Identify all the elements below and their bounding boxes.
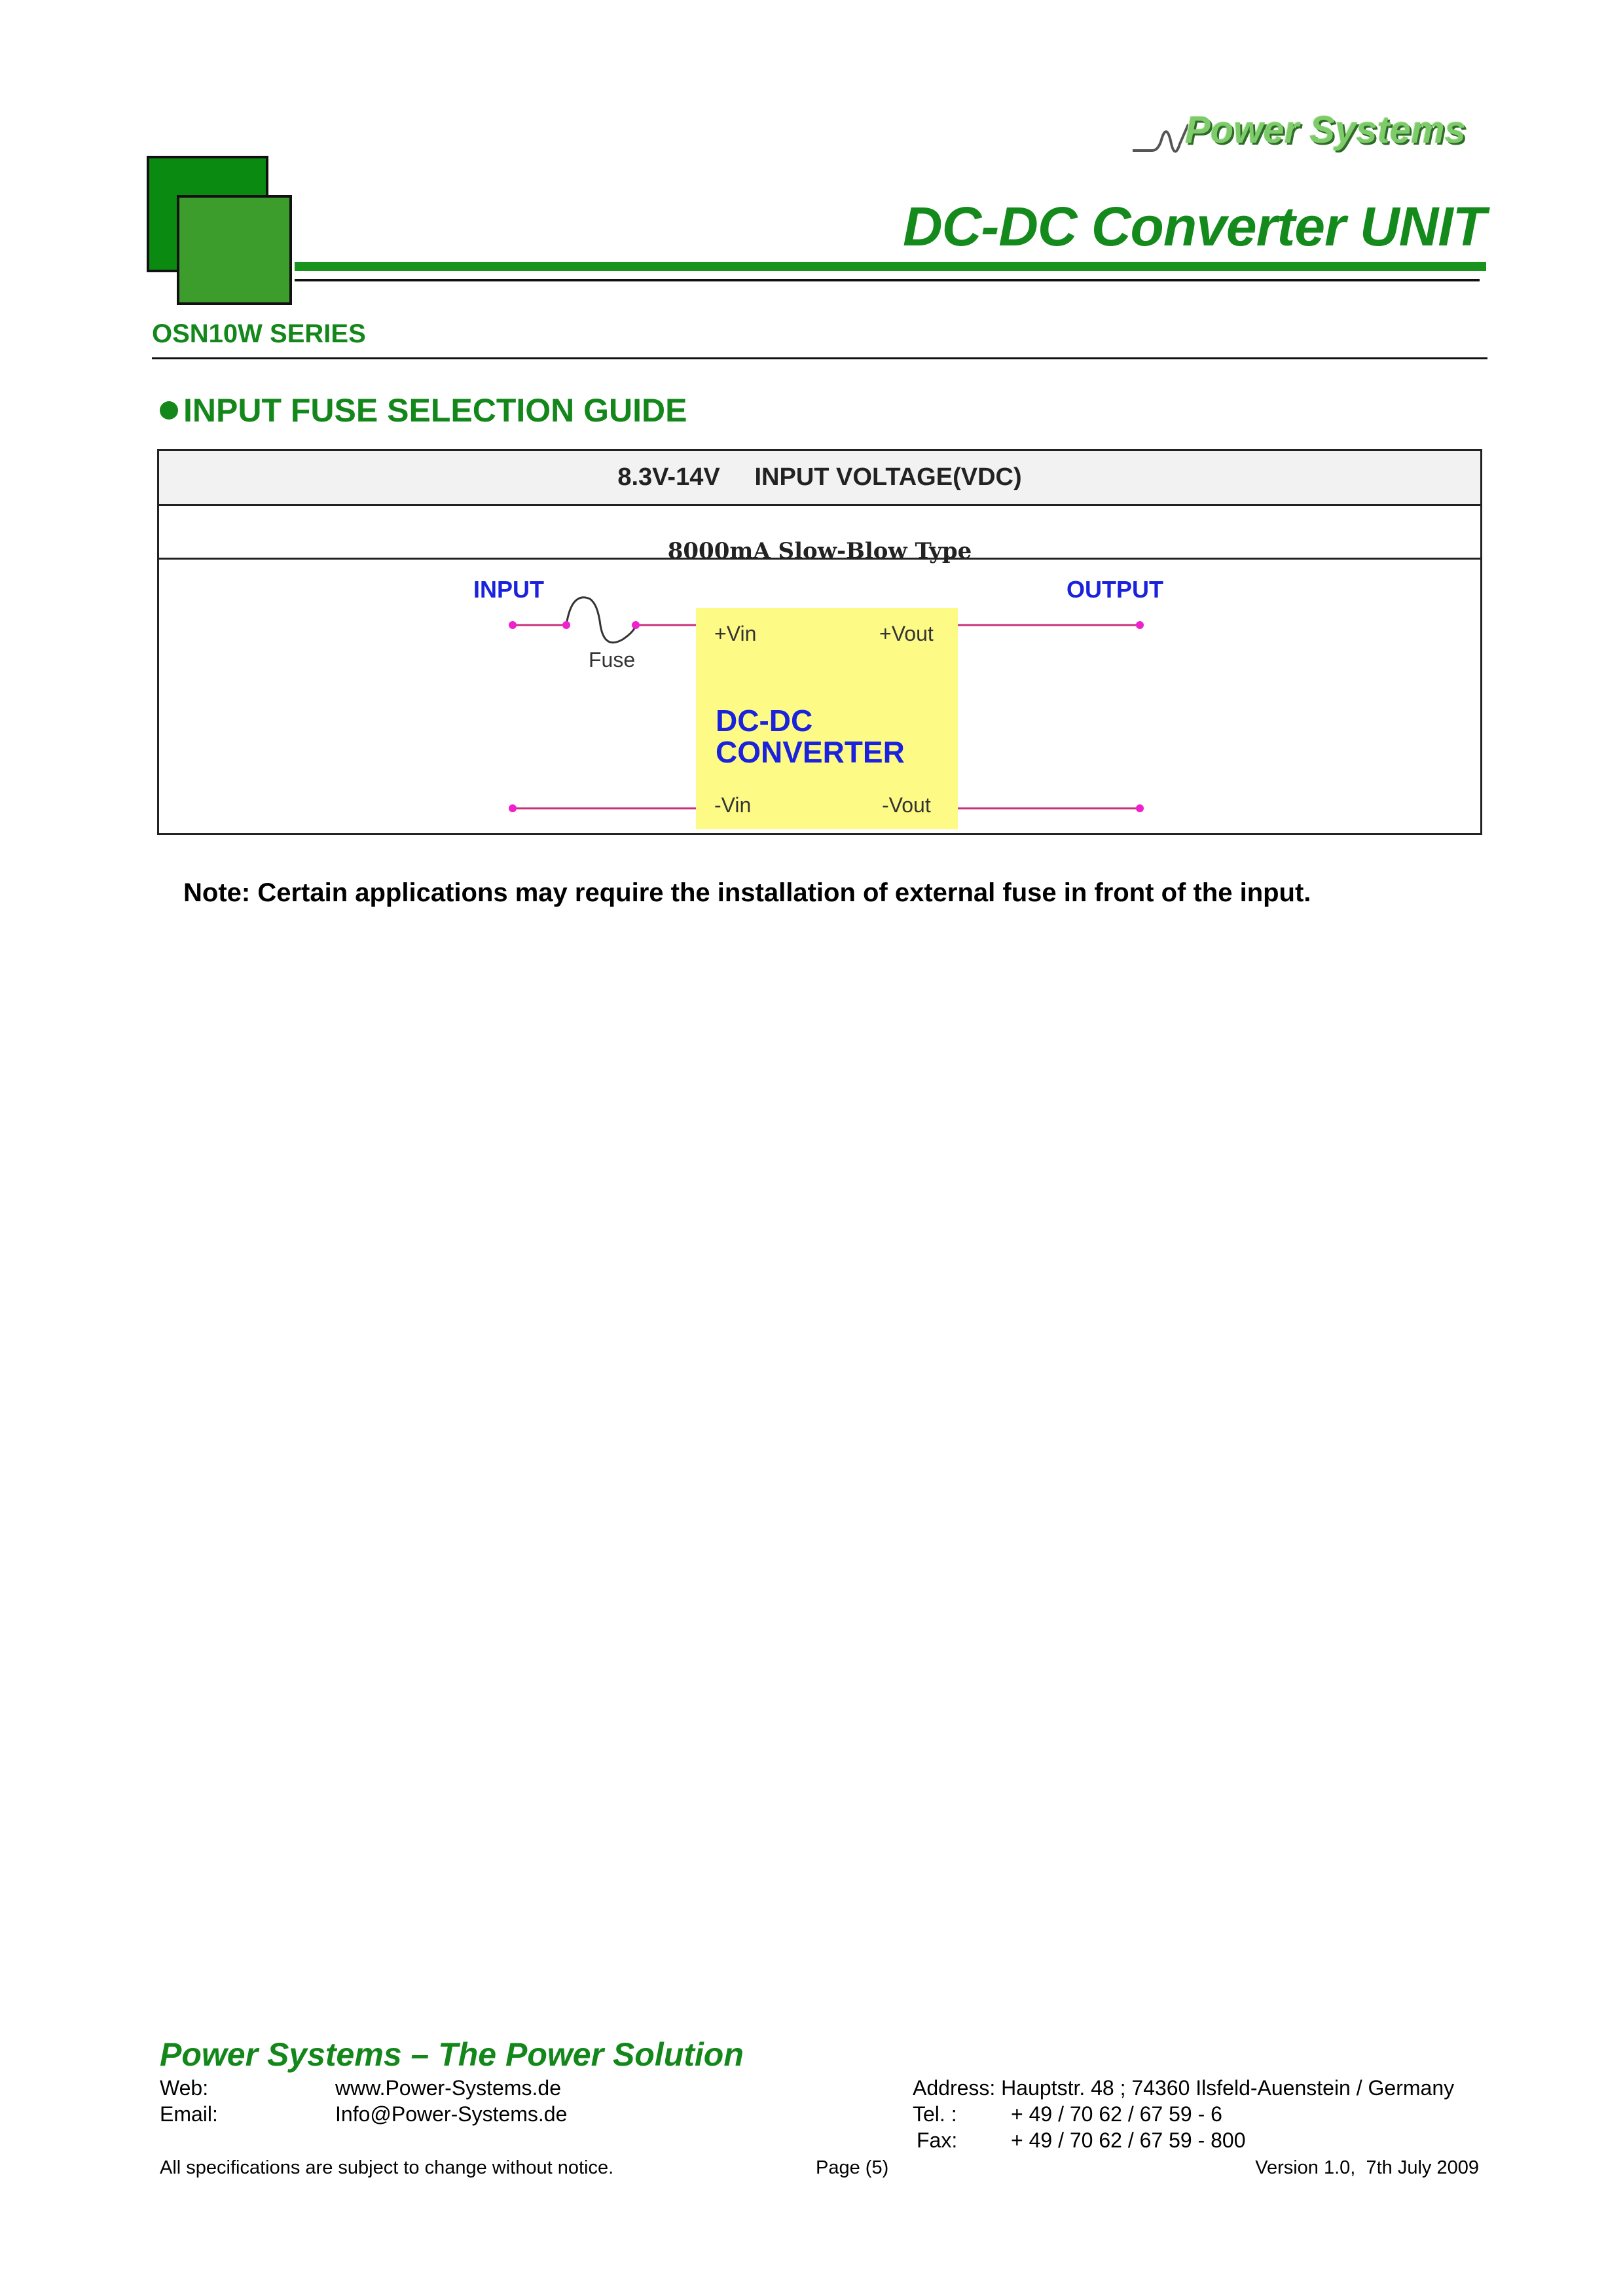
converter-label-line2: CONVERTER	[716, 735, 905, 769]
voltage-range: 8.3V-14V	[617, 463, 720, 491]
footer-tel-label: Tel. :	[913, 2102, 957, 2126]
footer-fax-value: + 49 / 70 62 / 67 59 - 800	[1011, 2128, 1246, 2152]
power-systems-logo	[1126, 105, 1480, 177]
terminal-input-negative	[509, 804, 517, 812]
footer-fax-label: Fax:	[917, 2128, 958, 2152]
converter-label-line1: DC-DC	[716, 704, 813, 738]
footer-web-link[interactable]: www.Power-Systems.de	[335, 2076, 561, 2100]
header-rule-green	[295, 262, 1486, 271]
footer-tagline: Power Systems – The Power Solution	[160, 2036, 744, 2073]
fuse-type: 8000mA Slow-Blow Type	[667, 538, 972, 564]
logo-text: Power Systems	[1185, 109, 1466, 151]
page-number: Page (5)	[816, 2157, 889, 2178]
voltage-header-row	[159, 451, 1480, 506]
pin-vin-positive: +Vin	[714, 622, 757, 645]
terminal-fuse-right	[632, 621, 640, 629]
output-label: OUTPUT	[1067, 576, 1163, 603]
terminal-output-positive	[1136, 621, 1144, 629]
pin-vout-positive: +Vout	[879, 622, 934, 645]
input-label: INPUT	[473, 576, 544, 603]
header-rule-black	[295, 279, 1480, 281]
fuse-wiring-diagram	[159, 560, 1480, 833]
fuse-type-row	[159, 506, 1480, 564]
footer-web-label: Web:	[160, 2076, 209, 2100]
section-heading-text: INPUT FUSE SELECTION GUIDE	[183, 392, 687, 429]
terminal-input-positive	[509, 621, 517, 629]
series-divider	[152, 357, 1487, 359]
pin-vout-negative: -Vout	[882, 793, 931, 817]
fuse-symbol	[566, 598, 636, 643]
terminal-output-negative	[1136, 804, 1144, 812]
series-label: OSN10W SERIES	[152, 319, 366, 348]
decorative-square-front	[177, 195, 292, 305]
pin-vin-negative: -Vin	[714, 793, 752, 817]
voltage-label: INPUT VOLTAGE(VDC)	[754, 463, 1022, 491]
fuse-note: Note: Certain applications may require the installation of external fuse in front of the input.	[183, 878, 1311, 907]
fuse-selection-table	[157, 449, 1482, 835]
footer-disclaimer: All specifications are subject to change without notice.	[160, 2157, 614, 2178]
fuse-label: Fuse	[589, 648, 636, 672]
bullet-icon	[160, 401, 178, 420]
terminal-fuse-left	[562, 621, 570, 629]
footer-email-label: Email:	[160, 2102, 218, 2126]
footer-address: Address: Hauptstr. 48 ; 74360 Ilsfeld-Auenstein / Germany	[913, 2076, 1455, 2100]
document-title: DC-DC Converter UNIT	[902, 196, 1486, 257]
footer-email-link[interactable]: Info@Power-Systems.de	[335, 2102, 568, 2126]
section-heading	[160, 391, 687, 429]
footer-tel-value: + 49 / 70 62 / 67 59 - 6	[1011, 2102, 1222, 2126]
document-version: Version 1.0, 7th July 2009	[1255, 2157, 1479, 2178]
